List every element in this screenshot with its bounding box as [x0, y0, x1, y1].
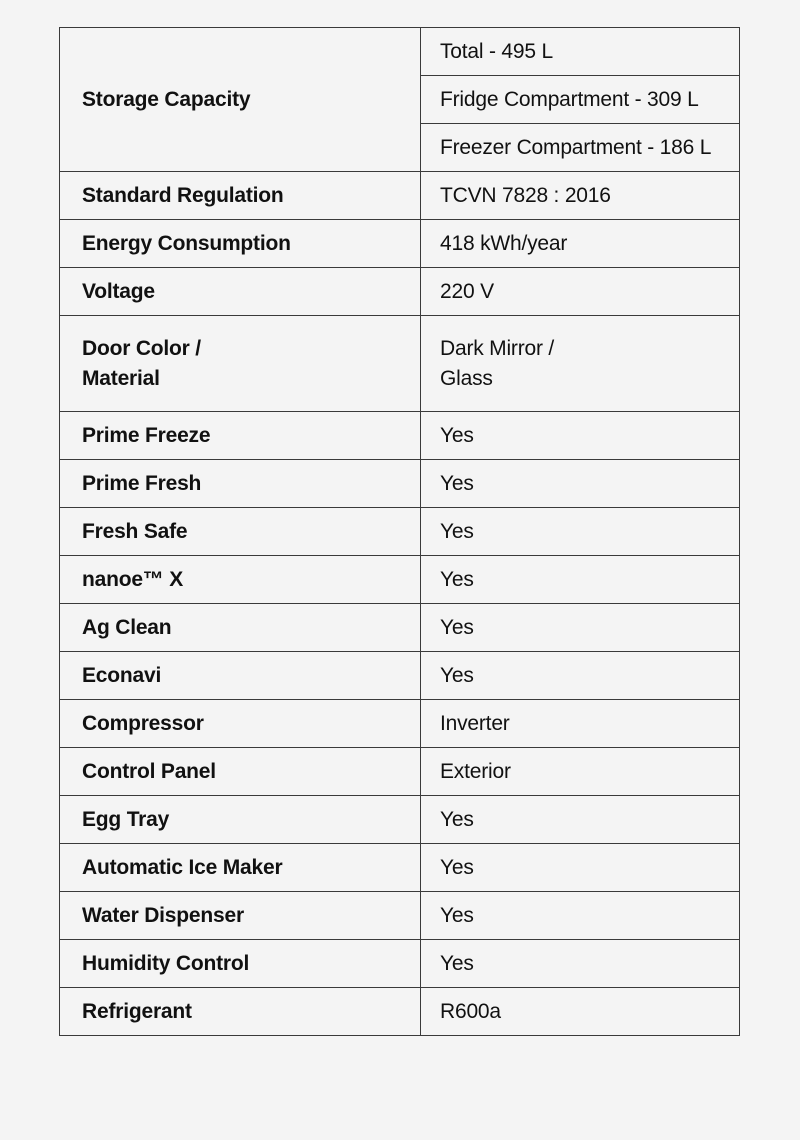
spec-row — [60, 508, 740, 556]
spec-row — [60, 844, 740, 892]
spec-row — [60, 412, 740, 460]
door-value-line2: Glass — [440, 366, 493, 390]
spec-row — [60, 748, 740, 796]
spec-row — [60, 988, 740, 1036]
spec-label: Prime Fresh — [60, 460, 421, 508]
spec-row — [60, 268, 740, 316]
spec-value: Inverter — [421, 700, 740, 748]
spec-row — [60, 556, 740, 604]
spec-value: 220 V — [421, 268, 740, 316]
spec-value: R600a — [421, 988, 740, 1036]
spec-label: Econavi — [60, 652, 421, 700]
spec-row — [60, 460, 740, 508]
door-value-line1: Dark Mirror / — [440, 336, 555, 360]
spec-row — [60, 892, 740, 940]
spec-label: Ag Clean — [60, 604, 421, 652]
spec-row — [60, 940, 740, 988]
spec-label: Standard Regulation — [60, 172, 421, 220]
spec-value: Yes — [421, 460, 740, 508]
spec-row-door — [60, 316, 740, 412]
door-label-line2: Material — [82, 366, 160, 390]
spec-value: Yes — [421, 892, 740, 940]
door-label-line1: Door Color / — [82, 336, 201, 360]
spec-row — [60, 796, 740, 844]
spec-label: Egg Tray — [60, 796, 421, 844]
spec-value-total: Total - 495 L — [421, 28, 740, 76]
spec-label-door — [60, 316, 421, 412]
spec-row-storage-total — [60, 28, 740, 76]
spec-value: Yes — [421, 604, 740, 652]
spec-label: Energy Consumption — [60, 220, 421, 268]
spec-row — [60, 652, 740, 700]
spec-value: 418 kWh/year — [421, 220, 740, 268]
spec-value: Exterior — [421, 748, 740, 796]
spec-value: Yes — [421, 508, 740, 556]
spec-label: Compressor — [60, 700, 421, 748]
spec-label: Voltage — [60, 268, 421, 316]
spec-label: Refrigerant — [60, 988, 421, 1036]
spec-value-freezer: Freezer Compartment - 186 L — [421, 124, 740, 172]
spec-value: Yes — [421, 796, 740, 844]
spec-label: Automatic Ice Maker — [60, 844, 421, 892]
spec-value: Yes — [421, 556, 740, 604]
spec-row — [60, 172, 740, 220]
spec-row — [60, 220, 740, 268]
spec-value: Yes — [421, 844, 740, 892]
spec-label: Humidity Control — [60, 940, 421, 988]
spec-value-door — [421, 316, 740, 412]
spec-label: Control Panel — [60, 748, 421, 796]
spec-row — [60, 700, 740, 748]
spec-value: TCVN 7828 : 2016 — [421, 172, 740, 220]
spec-label: nanoe™ X — [60, 556, 421, 604]
spec-value: Yes — [421, 652, 740, 700]
spec-label: Water Dispenser — [60, 892, 421, 940]
spec-label: Fresh Safe — [60, 508, 421, 556]
spec-value-fridge: Fridge Compartment - 309 L — [421, 76, 740, 124]
spec-row — [60, 604, 740, 652]
spec-value: Yes — [421, 412, 740, 460]
spec-table — [59, 27, 740, 1036]
spec-label: Prime Freeze — [60, 412, 421, 460]
spec-value: Yes — [421, 940, 740, 988]
spec-label-storage-capacity: Storage Capacity — [60, 28, 421, 172]
